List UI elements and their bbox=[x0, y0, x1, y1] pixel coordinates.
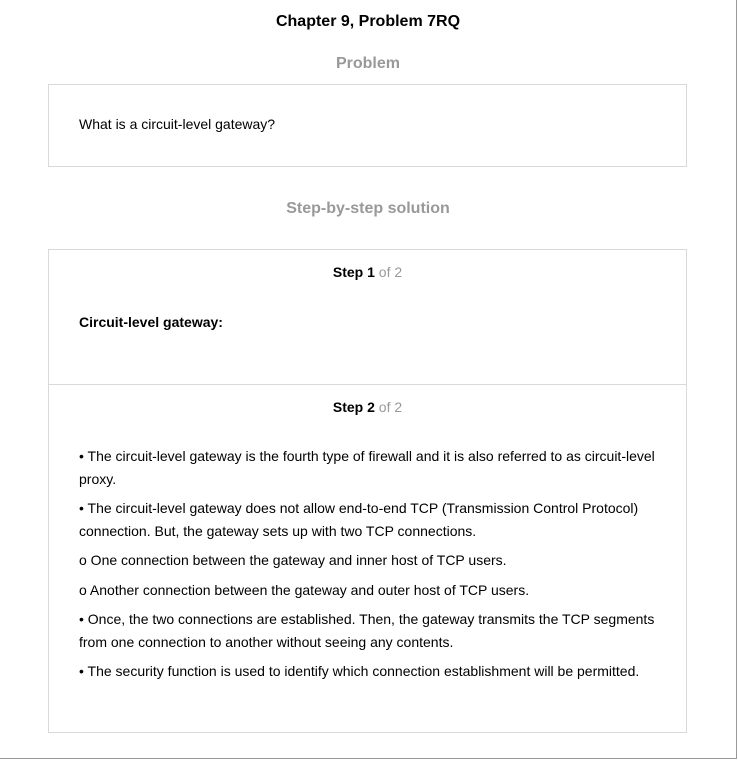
chapter-title: Chapter 9, Problem 7RQ bbox=[275, 13, 461, 30]
step-2-header bbox=[49, 398, 686, 416]
step-1-number: 1 bbox=[367, 264, 375, 280]
step-1-heading: Circuit-level gateway: bbox=[79, 314, 223, 330]
step-2-paragraph: o One connection between the gateway and inner host of TCP users. bbox=[79, 552, 507, 568]
step-1-word: Step bbox=[332, 264, 364, 280]
step-2-word: Step bbox=[332, 399, 364, 415]
step-1-header bbox=[49, 263, 686, 281]
step-2-number: 2 bbox=[367, 399, 375, 415]
problem-box bbox=[48, 84, 687, 167]
step-2-paragraph: • The circuit-level gateway does not allow end-to-end TCP (Transmission Control Protocol) connection. But, the gateway sets up with two TCP connections. bbox=[79, 500, 639, 539]
step-1 bbox=[49, 250, 686, 385]
solution-heading: Step-by-step solution bbox=[286, 200, 450, 217]
step-2-body bbox=[79, 445, 659, 690]
step-2-paragraph: • The security function is used to identify which connection establishment will be permitted. bbox=[79, 663, 640, 679]
step-2-paragraph: • The circuit-level gateway is the fourth type of firewall and it is also referred to as circuit-level proxy. bbox=[79, 448, 655, 487]
problem-heading: Problem bbox=[335, 55, 400, 72]
steps-box bbox=[48, 249, 687, 733]
step-1-of-total: of 2 bbox=[374, 264, 403, 280]
step-2-of-total: of 2 bbox=[374, 399, 403, 415]
step-2-paragraph: • Once, the two connections are established. Then, the gateway transmits the TCP segments from one connection to another without seeing any contents. bbox=[79, 611, 655, 650]
step-2 bbox=[49, 385, 686, 732]
problem-text: What is a circuit-level gateway? bbox=[79, 116, 276, 132]
step-2-paragraph: o Another connection between the gateway and outer host of TCP users. bbox=[79, 581, 530, 598]
